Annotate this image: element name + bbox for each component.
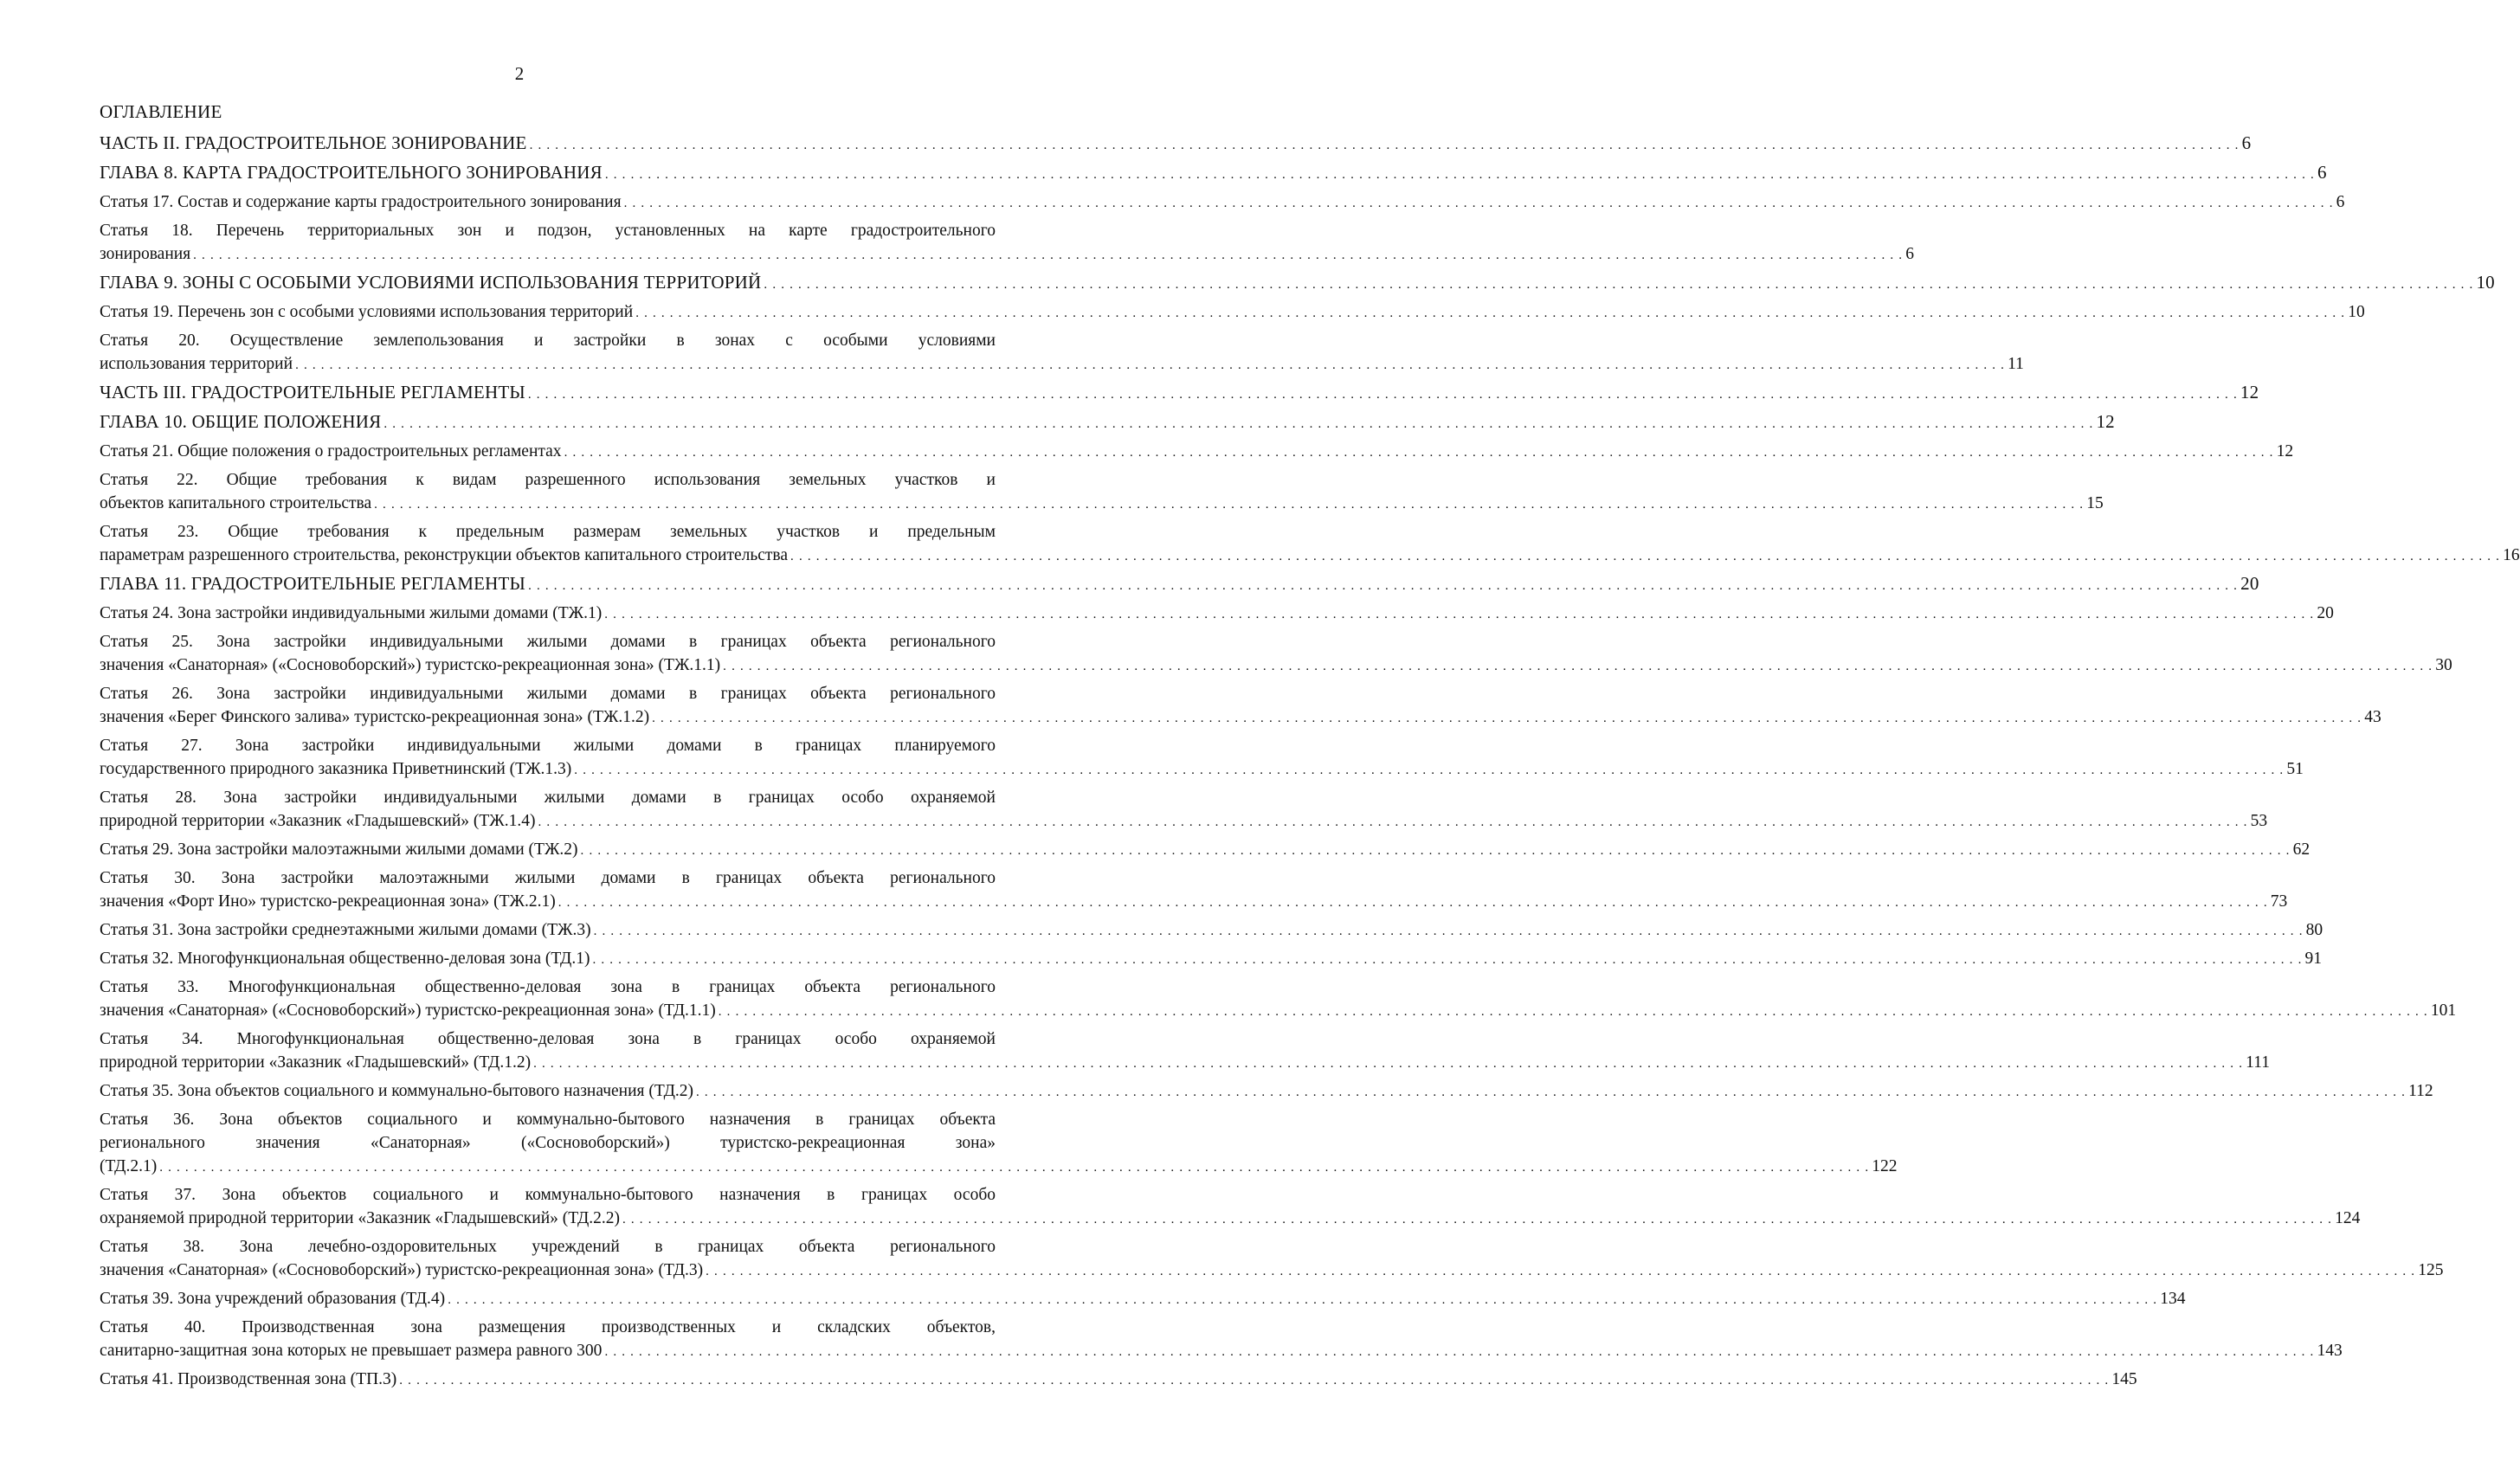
- toc-entry: [100, 219, 1914, 267]
- toc-entry: [100, 866, 2288, 915]
- dot-leader: . . . . . . . . . . . . . . . . . . . . . . . . . . . . . . . . . . . . . . . . . . . . . . . . . . . . . . . . . . . . . . . . . . . . . . . . . . . . . . . . . . . . . . . . . . . . . . . . . . . . . . . . . . . . . . . . . . . . . . . . . . . . . . . . . . . . . . . . . . . . . . . . . . . . . . . . . . . . . . . . . . . . . . . . . . . . . . . . . . . . . . . . . . . . . . . . . . . . . . . .: [529, 138, 2240, 152]
- toc-entry-title: Статья 21. Общие положения о градостроительных регламентах: [100, 442, 562, 460]
- toc-entry-line: Статья 33. Многофункциональная общественно-деловая зона в границах объекта регионального: [100, 978, 996, 996]
- toc-entry-line: [100, 999, 2457, 1024]
- toc-page-number: 111: [2246, 1053, 2270, 1072]
- dot-leader: . . . . . . . . . . . . . . . . . . . . . . . . . . . . . . . . . . . . . . . . . . . . . . . . . . . . . . . . . . . . . . . . . . . . . . . . . . . . . . . . . . . . . . . . . . . . . . . . . . . . . . . . . . . . . . . . . . . . . . . . . . . . . . . . . . . . . . . . . . . . . . . . . . . . . . . . . . . . . . . . . . . . . . . . . . . . . . . . . . . . . . . . . . . . . . . . . . . . . . . .: [723, 660, 2433, 673]
- toc-entry: [100, 190, 2345, 216]
- toc-entry-line: [100, 654, 2452, 679]
- toc-page-number: 11: [2008, 355, 2024, 373]
- toc-entry-title: Статья 29. Зона застройки малоэтажными жилыми домами (ТЖ.2): [100, 840, 578, 859]
- toc-entry-line: [100, 1079, 2433, 1104]
- toc-page-number: 62: [2292, 840, 2311, 859]
- toc-entry-title: ЧАСТЬ II. ГРАДОСТРОИТЕЛЬНОЕ ЗОНИРОВАНИЕ: [100, 132, 527, 153]
- toc-entry-line: [100, 190, 2345, 216]
- toc-entry-line: [100, 1339, 2343, 1364]
- toc-entry-line: [100, 918, 2323, 943]
- toc-page-number: 51: [2286, 760, 2304, 778]
- toc-entry: [100, 1368, 2137, 1393]
- toc-page-number: 12: [2240, 382, 2259, 402]
- toc-entry: [100, 1108, 1898, 1180]
- dot-leader: . . . . . . . . . . . . . . . . . . . . . . . . . . . . . . . . . . . . . . . . . . . . . . . . . . . . . . . . . . . . . . . . . . . . . . . . . . . . . . . . . . . . . . . . . . . . . . . . . . . . . . . . . . . . . . . . . . . . . . . . . . . . . . . . . . . . . . . . . . . . . . . . . . . . . . . . . . . . . . . . . . . . . . . . . . . . . . . . . . . . . . . . . . . . . . . . . . . . . . . .: [604, 1345, 2315, 1359]
- toc-entry-title: значения «Санаторная» («Сосновоборский») туристско-рекреационная зона» (ТД.3): [100, 1261, 704, 1279]
- toc-entry: [100, 468, 2104, 517]
- toc-entry-title: значения «Форт Ино» туристско-рекреационная зона» (ТЖ.2.1): [100, 892, 556, 911]
- toc-entry-line: Статья 30. Зона застройки малоэтажными жилыми домами в границах объекта регионального: [100, 869, 996, 887]
- toc-entry-line: [100, 161, 2327, 187]
- toc-entry: [100, 602, 2334, 627]
- dot-leader: . . . . . . . . . . . . . . . . . . . . . . . . . . . . . . . . . . . . . . . . . . . . . . . . . . . . . . . . . . . . . . . . . . . . . . . . . . . . . . . . . . . . . . . . . . . . . . . . . . . . . . . . . . . . . . . . . . . . . . . . . . . . . . . . . . . . . . . . . . . . . . . . . . . . . . . . . . . . . . . . . . . . . . . . . . . . . . . . . . . . . . . . . . . . . . . . . . . . . . . .: [383, 417, 2094, 431]
- toc-page-number: 143: [2317, 1342, 2343, 1360]
- dot-leader: . . . . . . . . . . . . . . . . . . . . . . . . . . . . . . . . . . . . . . . . . . . . . . . . . . . . . . . . . . . . . . . . . . . . . . . . . . . . . . . . . . . . . . . . . . . . . . . . . . . . . . . . . . . . . . . . . . . . . . . . . . . . . . . . . . . . . . . . . . . . . . . . . . . . . . . . . . . . . . . . . . . . . . . . . . . . . . . . . . . . . . . . . . . . . . . . . . . . . . . .: [652, 711, 2362, 725]
- toc-entry-line: [100, 1287, 2186, 1312]
- toc-page-number: 10: [2476, 272, 2495, 293]
- dot-leader: . . . . . . . . . . . . . . . . . . . . . . . . . . . . . . . . . . . . . . . . . . . . . . . . . . . . . . . . . . . . . . . . . . . . . . . . . . . . . . . . . . . . . . . . . . . . . . . . . . . . . . . . . . . . . . . . . . . . . . . . . . . . . . . . . . . . . . . . . . . . . . . . . . . . . . . . . . . . . . . . . . . . . . . . . . . . . . . . . . . . . . . . . . . . . . . . . . . . . . . .: [623, 196, 2334, 210]
- toc-entry-title: значения «Берег Финского залива» туристско-рекреационная зона» (ТЖ.1.2): [100, 708, 650, 726]
- toc-entry-line: [100, 1155, 1898, 1180]
- toc-entry-line: [100, 890, 2288, 915]
- toc-page-number: 20: [2317, 604, 2334, 622]
- toc-entry-title: Статья 41. Производственная зона (ТП.3): [100, 1370, 397, 1388]
- toc-entry-title: ГЛАВА 8. КАРТА ГРАДОСТРОИТЕЛЬНОГО ЗОНИРОВАНИЯ: [100, 162, 603, 183]
- toc-heading: ОГЛАВЛЕНИЕ: [100, 101, 222, 122]
- dot-leader: . . . . . . . . . . . . . . . . . . . . . . . . . . . . . . . . . . . . . . . . . . . . . . . . . . . . . . . . . . . . . . . . . . . . . . . . . . . . . . . . . . . . . . . . . . . . . . . . . . . . . . . . . . . . . . . . . . . . . . . . . . . . . . . . . . . . . . . . . . . . . . . . . . . . . . . . . . . . . . . . . . . . . . . . . . . . . . . . . . . . . . . . . . . . . . . . . . . . . . . .: [538, 815, 2248, 829]
- toc-entry-title: Статья 35. Зона объектов социального и коммунально-бытового назначения (ТД.2): [100, 1082, 693, 1100]
- toc-page-number: 43: [2364, 708, 2381, 726]
- toc-page-number: 80: [2305, 921, 2323, 939]
- toc-entry: [100, 440, 2294, 465]
- toc-entry: [100, 410, 2115, 436]
- dot-leader: . . . . . . . . . . . . . . . . . . . . . . . . . . . . . . . . . . . . . . . . . . . . . . . . . . . . . . . . . . . . . . . . . . . . . . . . . . . . . . . . . . . . . . . . . . . . . . . . . . . . . . . . . . . . . . . . . . . . . . . . . . . . . . . . . . . . . . . . . . . . . . . . . . . . . . . . . . . . . . . . . . . . . . . . . . . . . . . . . . . . . . . . . . . . . . . . . . . . . . . .: [635, 306, 2346, 320]
- toc-entry-title: ГЛАВА 9. ЗОНЫ С ОСОБЫМИ УСЛОВИЯМИ ИСПОЛЬЗОВАНИЯ ТЕРРИТОРИЙ: [100, 272, 762, 293]
- toc-entry: [100, 1183, 2361, 1232]
- toc-page-number: 20: [2240, 573, 2259, 594]
- toc-entry-line: [100, 271, 2495, 297]
- toc-page-number: 145: [2111, 1370, 2137, 1388]
- toc-entry-title: санитарно-защитная зона которых не превышает размера равного 300: [100, 1342, 603, 1360]
- toc-entry: [100, 572, 2259, 598]
- dot-leader: . . . . . . . . . . . . . . . . . . . . . . . . . . . . . . . . . . . . . . . . . . . . . . . . . . . . . . . . . . . . . . . . . . . . . . . . . . . . . . . . . . . . . . . . . . . . . . . . . . . . . . . . . . . . . . . . . . . . . . . . . . . . . . . . . . . . . . . . . . . . . . . . . . . . . . . . . . . . . . . . . . . . . . . . . . . . . . . . . . . . . . . . . . . . . . . . . . . . . . . .: [574, 763, 2285, 777]
- toc-entry-title: зонирования: [100, 245, 191, 263]
- dot-leader: . . . . . . . . . . . . . . . . . . . . . . . . . . . . . . . . . . . . . . . . . . . . . . . . . . . . . . . . . . . . . . . . . . . . . . . . . . . . . . . . . . . . . . . . . . . . . . . . . . . . . . . . . . . . . . . . . . . . . . . . . . . . . . . . . . . . . . . . . . . . . . . . . . . . . . . . . . . . . . . . . . . . . . . . . . . . . . . . . . . . . . . . . . . . . . . . . . . . . . . .: [718, 1005, 2428, 1019]
- toc-page-number: 6: [2336, 193, 2345, 211]
- toc-page-number: 125: [2418, 1261, 2444, 1279]
- toc-entry-title: природной территории «Заказник «Гладышевский» (ТЖ.1.4): [100, 812, 536, 830]
- dot-leader: . . . . . . . . . . . . . . . . . . . . . . . . . . . . . . . . . . . . . . . . . . . . . . . . . . . . . . . . . . . . . . . . . . . . . . . . . . . . . . . . . . . . . . . . . . . . . . . . . . . . . . . . . . . . . . . . . . . . . . . . . . . . . . . . . . . . . . . . . . . . . . . . . . . . . . . . . . . . . . . . . . . . . . . . . . . . . . . . . . . . . . . . . . . . . . . . . . . . . . . .: [706, 1265, 2416, 1278]
- dot-leader: . . . . . . . . . . . . . . . . . . . . . . . . . . . . . . . . . . . . . . . . . . . . . . . . . . . . . . . . . . . . . . . . . . . . . . . . . . . . . . . . . . . . . . . . . . . . . . . . . . . . . . . . . . . . . . . . . . . . . . . . . . . . . . . . . . . . . . . . . . . . . . . . . . . . . . . . . . . . . . . . . . . . . . . . . . . . . . . . . . . . . . . . . . . . . . . . . . . . . . . .: [764, 278, 2474, 292]
- dot-leader: . . . . . . . . . . . . . . . . . . . . . . . . . . . . . . . . . . . . . . . . . . . . . . . . . . . . . . . . . . . . . . . . . . . . . . . . . . . . . . . . . . . . . . . . . . . . . . . . . . . . . . . . . . . . . . . . . . . . . . . . . . . . . . . . . . . . . . . . . . . . . . . . . . . . . . . . . . . . . . . . . . . . . . . . . . . . . . . . . . . . . . . . . . . . . . . . . . . . . . . .: [790, 550, 2501, 563]
- toc-entry-title: Статья 24. Зона застройки индивидуальными жилыми домами (ТЖ.1): [100, 604, 603, 622]
- toc-entry-line: [100, 1051, 2270, 1076]
- toc-entry-line: Статья 27. Зона застройки индивидуальными жилыми домами в границах планируемого: [100, 737, 996, 755]
- toc-page-number: 53: [2250, 812, 2268, 830]
- toc-entry-line: [100, 410, 2115, 436]
- toc-page-number: 73: [2270, 892, 2288, 911]
- toc-entry-line: [100, 300, 2365, 325]
- toc-page-number: 10: [2348, 303, 2365, 321]
- dot-leader: . . . . . . . . . . . . . . . . . . . . . . . . . . . . . . . . . . . . . . . . . . . . . . . . . . . . . . . . . . . . . . . . . . . . . . . . . . . . . . . . . . . . . . . . . . . . . . . . . . . . . . . . . . . . . . . . . . . . . . . . . . . . . . . . . . . . . . . . . . . . . . . . . . . . . . . . . . . . . . . . . . . . . . . . . . . . . . . . . . . . . . . . . . . . . . . . . . . . . . . .: [593, 924, 2304, 938]
- toc-entry-line: [100, 838, 2311, 863]
- toc-entry-title: ГЛАВА 11. ГРАДОСТРОИТЕЛЬНЫЕ РЕГЛАМЕНТЫ: [100, 573, 526, 594]
- toc-entry-line: [100, 132, 2252, 158]
- table-of-contents: [100, 132, 2520, 1396]
- toc-entry-line: Статья 38. Зона лечебно-оздоровительных учреждений в границах объекта регионального: [100, 1238, 996, 1256]
- toc-entry-line: [100, 705, 2381, 731]
- toc-entry-line: [100, 947, 2323, 972]
- dot-leader: . . . . . . . . . . . . . . . . . . . . . . . . . . . . . . . . . . . . . . . . . . . . . . . . . . . . . . . . . . . . . . . . . . . . . . . . . . . . . . . . . . . . . . . . . . . . . . . . . . . . . . . . . . . . . . . . . . . . . . . . . . . . . . . . . . . . . . . . . . . . . . . . . . . . . . . . . . . . . . . . . . . . . . . . . . . . . . . . . . . . . . . . . . . . . . . . . . . . . . . .: [604, 608, 2315, 621]
- toc-entry: [100, 329, 2024, 377]
- toc-page-number: 15: [2086, 494, 2104, 512]
- toc-entry-line: Статья 34. Многофункциональная общественно-деловая зона в границах особо охраняемой: [100, 1030, 996, 1048]
- toc-entry-line: Статья 36. Зона объектов социального и коммунально-бытового назначения в границах объекта: [100, 1111, 996, 1129]
- toc-page-number: 122: [1872, 1157, 1898, 1175]
- toc-entry: [100, 1027, 2270, 1076]
- toc-entry: [100, 947, 2323, 972]
- toc-entry-line: [100, 242, 1914, 267]
- toc-page-number: 12: [2276, 442, 2294, 460]
- dot-leader: . . . . . . . . . . . . . . . . . . . . . . . . . . . . . . . . . . . . . . . . . . . . . . . . . . . . . . . . . . . . . . . . . . . . . . . . . . . . . . . . . . . . . . . . . . . . . . . . . . . . . . . . . . . . . . . . . . . . . . . . . . . . . . . . . . . . . . . . . . . . . . . . . . . . . . . . . . . . . . . . . . . . . . . . . . . . . . . . . . . . . . . . . . . . . . . . . . . . . . . .: [448, 1293, 2158, 1307]
- toc-entry-line: Статья 40. Производственная зона размещения производственных и складских объектов,: [100, 1318, 996, 1336]
- toc-entry-line: Статья 18. Перечень территориальных зон и подзон, установленных на карте градостроительного: [100, 222, 996, 240]
- toc-entry: [100, 682, 2381, 731]
- toc-entry-line: [100, 809, 2268, 834]
- toc-entry-line: Статья 28. Зона застройки индивидуальными жилыми домами в границах особо охраняемой: [100, 789, 996, 807]
- toc-page-number: 6: [2241, 132, 2252, 153]
- toc-entry-line: Статья 20. Осуществление землепользования и застройки в зонах с особыми условиями: [100, 332, 996, 350]
- toc-page-number: 134: [2160, 1290, 2186, 1308]
- toc-entry-title: Статья 17. Состав и содержание карты градостроительного зонирования: [100, 193, 622, 211]
- toc-entry: [100, 975, 2457, 1024]
- toc-entry-line: [100, 381, 2259, 407]
- toc-entry-line: Статья 26. Зона застройки индивидуальными жилыми домами в границах объекта регионального: [100, 685, 996, 703]
- toc-page-number: 101: [2430, 1001, 2457, 1020]
- dot-leader: . . . . . . . . . . . . . . . . . . . . . . . . . . . . . . . . . . . . . . . . . . . . . . . . . . . . . . . . . . . . . . . . . . . . . . . . . . . . . . . . . . . . . . . . . . . . . . . . . . . . . . . . . . . . . . . . . . . . . . . . . . . . . . . . . . . . . . . . . . . . . . . . . . . . . . . . . . . . . . . . . . . . . . . . . . . . . . . . . . . . . . . . . . . . . . . . . . . . . . . .: [193, 248, 1904, 262]
- toc-page-number: 30: [2435, 656, 2452, 674]
- toc-page-number: 16: [2503, 546, 2520, 564]
- toc-entry-line: [100, 1207, 2361, 1232]
- toc-entry-title: ГЛАВА 10. ОБЩИЕ ПОЛОЖЕНИЯ: [100, 411, 382, 432]
- toc-entry-title: параметрам разрешенного строительства, реконструкции объектов капитального строительства: [100, 546, 789, 564]
- toc-entry: [100, 1079, 2433, 1104]
- toc-entry: [100, 1316, 2343, 1364]
- toc-entry: [100, 520, 2520, 569]
- dot-leader: . . . . . . . . . . . . . . . . . . . . . . . . . . . . . . . . . . . . . . . . . . . . . . . . . . . . . . . . . . . . . . . . . . . . . . . . . . . . . . . . . . . . . . . . . . . . . . . . . . . . . . . . . . . . . . . . . . . . . . . . . . . . . . . . . . . . . . . . . . . . . . . . . . . . . . . . . . . . . . . . . . . . . . . . . . . . . . . . . . . . . . . . . . . . . . . . . . . . . . . .: [564, 446, 2274, 460]
- toc-entry-title: государственного природного заказника Приветнинский (ТЖ.1.3): [100, 760, 572, 778]
- toc-entry-line: [100, 440, 2294, 465]
- dot-leader: . . . . . . . . . . . . . . . . . . . . . . . . . . . . . . . . . . . . . . . . . . . . . . . . . . . . . . . . . . . . . . . . . . . . . . . . . . . . . . . . . . . . . . . . . . . . . . . . . . . . . . . . . . . . . . . . . . . . . . . . . . . . . . . . . . . . . . . . . . . . . . . . . . . . . . . . . . . . . . . . . . . . . . . . . . . . . . . . . . . . . . . . . . . . . . . . . . . . . . . .: [533, 1057, 2244, 1071]
- toc-entry-line: Статья 23. Общие требования к предельным размерам земельных участков и предельным: [100, 523, 996, 541]
- toc-entry: [100, 132, 2252, 158]
- dot-leader: . . . . . . . . . . . . . . . . . . . . . . . . . . . . . . . . . . . . . . . . . . . . . . . . . . . . . . . . . . . . . . . . . . . . . . . . . . . . . . . . . . . . . . . . . . . . . . . . . . . . . . . . . . . . . . . . . . . . . . . . . . . . . . . . . . . . . . . . . . . . . . . . . . . . . . . . . . . . . . . . . . . . . . . . . . . . . . . . . . . . . . . . . . . . . . . . . . . . . . . .: [622, 1213, 2333, 1227]
- toc-page-number: 91: [2304, 950, 2323, 968]
- toc-entry-title: ЧАСТЬ III. ГРАДОСТРОИТЕЛЬНЫЕ РЕГЛАМЕНТЫ: [100, 382, 525, 402]
- toc-entry: [100, 786, 2268, 834]
- toc-entry: [100, 734, 2304, 782]
- toc-entry-line: [100, 757, 2304, 782]
- toc-entry-title: Статья 32. Многофункциональная общественно-деловая зона (ТД.1): [100, 950, 590, 968]
- toc-entry-line: регионального значения «Санаторная» («Сосновоборский») туристско-рекреационная зона»: [100, 1134, 996, 1152]
- toc-page-number: 124: [2335, 1209, 2361, 1227]
- dot-leader: . . . . . . . . . . . . . . . . . . . . . . . . . . . . . . . . . . . . . . . . . . . . . . . . . . . . . . . . . . . . . . . . . . . . . . . . . . . . . . . . . . . . . . . . . . . . . . . . . . . . . . . . . . . . . . . . . . . . . . . . . . . . . . . . . . . . . . . . . . . . . . . . . . . . . . . . . . . . . . . . . . . . . . . . . . . . . . . . . . . . . . . . . . . . . . . . . . . . . . . .: [696, 1085, 2407, 1099]
- dot-leader: . . . . . . . . . . . . . . . . . . . . . . . . . . . . . . . . . . . . . . . . . . . . . . . . . . . . . . . . . . . . . . . . . . . . . . . . . . . . . . . . . . . . . . . . . . . . . . . . . . . . . . . . . . . . . . . . . . . . . . . . . . . . . . . . . . . . . . . . . . . . . . . . . . . . . . . . . . . . . . . . . . . . . . . . . . . . . . . . . . . . . . . . . . . . . . . . . . . . . . . .: [528, 579, 2239, 593]
- page-number: 2: [514, 63, 525, 84]
- toc-entry-title: Статья 39. Зона учреждений образования (ТД.4): [100, 1290, 446, 1308]
- toc-entry: [100, 918, 2323, 943]
- toc-entry-title: использования территорий: [100, 355, 293, 373]
- dot-leader: . . . . . . . . . . . . . . . . . . . . . . . . . . . . . . . . . . . . . . . . . . . . . . . . . . . . . . . . . . . . . . . . . . . . . . . . . . . . . . . . . . . . . . . . . . . . . . . . . . . . . . . . . . . . . . . . . . . . . . . . . . . . . . . . . . . . . . . . . . . . . . . . . . . . . . . . . . . . . . . . . . . . . . . . . . . . . . . . . . . . . . . . . . . . . . . . . . . . . . . .: [399, 1374, 2110, 1388]
- toc-entry-title: природной территории «Заказник «Гладышевский» (ТД.1.2): [100, 1053, 532, 1072]
- toc-entry-line: Статья 37. Зона объектов социального и коммунально-бытового назначения в границах особо: [100, 1186, 996, 1204]
- toc-entry-title: (ТД.2.1): [100, 1157, 158, 1175]
- dot-leader: . . . . . . . . . . . . . . . . . . . . . . . . . . . . . . . . . . . . . . . . . . . . . . . . . . . . . . . . . . . . . . . . . . . . . . . . . . . . . . . . . . . . . . . . . . . . . . . . . . . . . . . . . . . . . . . . . . . . . . . . . . . . . . . . . . . . . . . . . . . . . . . . . . . . . . . . . . . . . . . . . . . . . . . . . . . . . . . . . . . . . . . . . . . . . . . . . . . . . . . .: [557, 896, 2268, 910]
- toc-entry: [100, 1287, 2186, 1312]
- toc-entry-title: объектов капитального строительства: [100, 494, 372, 512]
- toc-entry-line: [100, 602, 2334, 627]
- toc-entry-title: значения «Санаторная» («Сосновоборский») туристско-рекреационная зона» (ТЖ.1.1): [100, 656, 721, 674]
- toc-entry: [100, 381, 2259, 407]
- toc-entry-title: значения «Санаторная» («Сосновоборский») туристско-рекреационная зона» (ТД.1.1): [100, 1001, 716, 1020]
- toc-entry-line: [100, 492, 2104, 517]
- toc-page-number: 6: [1905, 245, 1914, 263]
- toc-entry: [100, 161, 2327, 187]
- toc-entry-line: Статья 22. Общие требования к видам разрешенного использования земельных участков и: [100, 471, 996, 489]
- toc-entry: [100, 630, 2452, 679]
- dot-leader: . . . . . . . . . . . . . . . . . . . . . . . . . . . . . . . . . . . . . . . . . . . . . . . . . . . . . . . . . . . . . . . . . . . . . . . . . . . . . . . . . . . . . . . . . . . . . . . . . . . . . . . . . . . . . . . . . . . . . . . . . . . . . . . . . . . . . . . . . . . . . . . . . . . . . . . . . . . . . . . . . . . . . . . . . . . . . . . . . . . . . . . . . . . . . . . . . . . . . . . .: [295, 358, 2006, 372]
- dot-leader: . . . . . . . . . . . . . . . . . . . . . . . . . . . . . . . . . . . . . . . . . . . . . . . . . . . . . . . . . . . . . . . . . . . . . . . . . . . . . . . . . . . . . . . . . . . . . . . . . . . . . . . . . . . . . . . . . . . . . . . . . . . . . . . . . . . . . . . . . . . . . . . . . . . . . . . . . . . . . . . . . . . . . . . . . . . . . . . . . . . . . . . . . . . . . . . . . . . . . . . .: [527, 388, 2238, 402]
- toc-entry: [100, 1235, 2444, 1284]
- toc-page-number: 6: [2317, 162, 2327, 183]
- toc-entry: [100, 300, 2365, 325]
- toc-page-number: 112: [2408, 1082, 2433, 1100]
- toc-page-number: 12: [2096, 411, 2115, 432]
- toc-entry-line: [100, 352, 2024, 377]
- dot-leader: . . . . . . . . . . . . . . . . . . . . . . . . . . . . . . . . . . . . . . . . . . . . . . . . . . . . . . . . . . . . . . . . . . . . . . . . . . . . . . . . . . . . . . . . . . . . . . . . . . . . . . . . . . . . . . . . . . . . . . . . . . . . . . . . . . . . . . . . . . . . . . . . . . . . . . . . . . . . . . . . . . . . . . . . . . . . . . . . . . . . . . . . . . . . . . . . . . . . . . . .: [159, 1161, 1870, 1175]
- toc-entry: [100, 271, 2495, 297]
- toc-entry-title: Статья 19. Перечень зон с особыми условиями использования территорий: [100, 303, 634, 321]
- toc-entry-title: охраняемой природной территории «Заказник «Гладышевский» (ТД.2.2): [100, 1209, 620, 1227]
- dot-leader: . . . . . . . . . . . . . . . . . . . . . . . . . . . . . . . . . . . . . . . . . . . . . . . . . . . . . . . . . . . . . . . . . . . . . . . . . . . . . . . . . . . . . . . . . . . . . . . . . . . . . . . . . . . . . . . . . . . . . . . . . . . . . . . . . . . . . . . . . . . . . . . . . . . . . . . . . . . . . . . . . . . . . . . . . . . . . . . . . . . . . . . . . . . . . . . . . . . . . . . .: [580, 844, 2291, 858]
- toc-entry-line: [100, 1259, 2444, 1284]
- toc-entry-line: Статья 25. Зона застройки индивидуальными жилыми домами в границах объекта регионального: [100, 633, 996, 651]
- toc-entry-line: [100, 1368, 2137, 1393]
- toc-entry-line: [100, 572, 2259, 598]
- dot-leader: . . . . . . . . . . . . . . . . . . . . . . . . . . . . . . . . . . . . . . . . . . . . . . . . . . . . . . . . . . . . . . . . . . . . . . . . . . . . . . . . . . . . . . . . . . . . . . . . . . . . . . . . . . . . . . . . . . . . . . . . . . . . . . . . . . . . . . . . . . . . . . . . . . . . . . . . . . . . . . . . . . . . . . . . . . . . . . . . . . . . . . . . . . . . . . . . . . . . . . . .: [592, 953, 2303, 967]
- dot-leader: . . . . . . . . . . . . . . . . . . . . . . . . . . . . . . . . . . . . . . . . . . . . . . . . . . . . . . . . . . . . . . . . . . . . . . . . . . . . . . . . . . . . . . . . . . . . . . . . . . . . . . . . . . . . . . . . . . . . . . . . . . . . . . . . . . . . . . . . . . . . . . . . . . . . . . . . . . . . . . . . . . . . . . . . . . . . . . . . . . . . . . . . . . . . . . . . . . . . . . . .: [374, 498, 2085, 512]
- dot-leader: . . . . . . . . . . . . . . . . . . . . . . . . . . . . . . . . . . . . . . . . . . . . . . . . . . . . . . . . . . . . . . . . . . . . . . . . . . . . . . . . . . . . . . . . . . . . . . . . . . . . . . . . . . . . . . . . . . . . . . . . . . . . . . . . . . . . . . . . . . . . . . . . . . . . . . . . . . . . . . . . . . . . . . . . . . . . . . . . . . . . . . . . . . . . . . . . . . . . . . . .: [604, 168, 2315, 182]
- toc-entry-title: Статья 31. Зона застройки среднеэтажными жилыми домами (ТЖ.3): [100, 921, 591, 939]
- toc-entry-line: [100, 544, 2520, 569]
- toc-entry: [100, 838, 2311, 863]
